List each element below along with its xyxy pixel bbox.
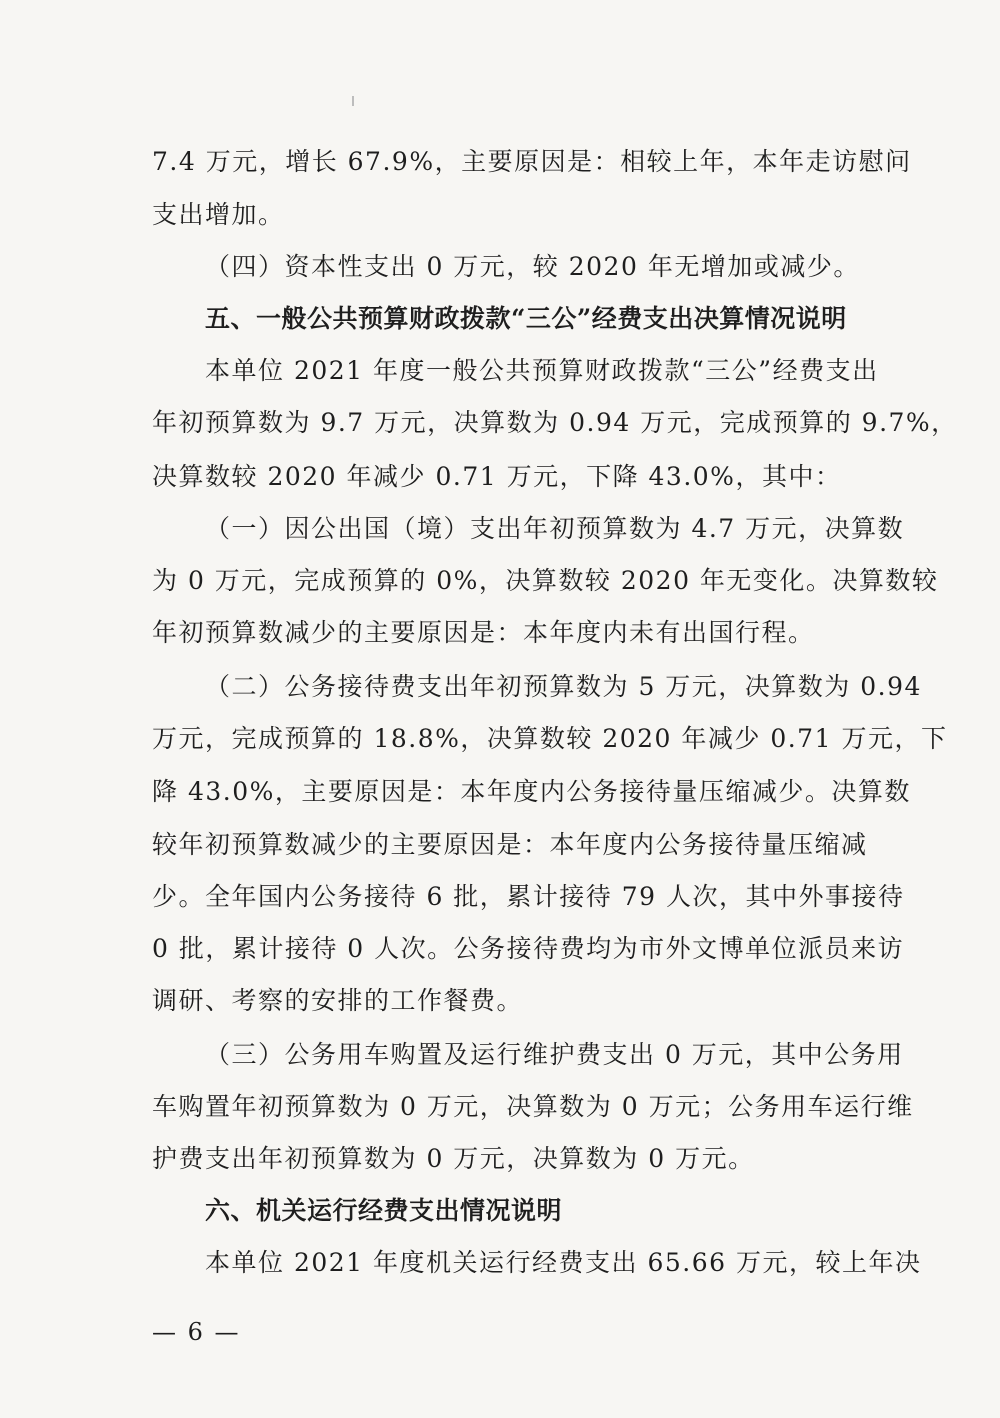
body-line-2: 支出增加。	[152, 200, 285, 229]
subsection-3-line-3: 护费支出年初预算数为 0 万元，决算数为 0 万元。	[152, 1144, 755, 1173]
subsection-2-line-1: （二）公务接待费支出年初预算数为 5 万元，决算数为 0.94	[205, 672, 922, 701]
subsection-2-line-5: 少。全年国内公务接待 6 批，累计接待 79 人次，其中外事接待	[152, 882, 905, 911]
heading-section-5: 五、一般公共预算财政拨款“三公”经费支出决算情况说明	[205, 304, 847, 333]
section-4-capital-expenditure: （四）资本性支出 0 万元，较 2020 年无增加或减少。	[205, 252, 860, 281]
scan-speck	[352, 96, 354, 106]
page-number: — 6 —	[152, 1318, 241, 1346]
subsection-2-line-7: 调研、考察的安排的工作餐费。	[152, 986, 524, 1015]
subsection-2-line-6: 0 批，累计接待 0 人次。公务接待费均为市外文博单位派员来访	[152, 934, 905, 963]
subsection-2-line-2: 万元，完成预算的 18.8%，决算数较 2020 年减少 0.71 万元，下	[152, 724, 948, 753]
subsection-2-line-3: 降 43.0%，主要原因是：本年度内公务接待量压缩减少。决算数	[152, 777, 911, 806]
subsection-1-line-2: 为 0 万元，完成预算的 0%，决算数较 2020 年无变化。决算数较	[152, 566, 939, 595]
subsection-1-line-3: 年初预算数减少的主要原因是：本年度内未有出国行程。	[152, 618, 815, 647]
body-line-6: 年初预算数为 9.7 万元，决算数为 0.94 万元，完成预算的 9.7%，	[152, 408, 958, 437]
body-line-7: 决算数较 2020 年减少 0.71 万元，下降 43.0%，其中：	[152, 462, 842, 491]
body-line-5: 本单位 2021 年度一般公共预算财政拨款“三公”经费支出	[205, 356, 879, 385]
subsection-1-line-1: （一）因公出国（境）支出年初预算数为 4.7 万元，决算数	[205, 514, 905, 543]
body-line-1: 7.4 万元，增长 67.9%，主要原因是：相较上年，本年走访慰问	[152, 147, 912, 176]
subsection-3-line-2: 车购置年初预算数为 0 万元，决算数为 0 万元；公务用车运行维	[152, 1092, 914, 1121]
body-line-last: 本单位 2021 年度机关运行经费支出 65.66 万元，较上年决	[205, 1248, 922, 1277]
subsection-2-line-4: 较年初预算数减少的主要原因是：本年度内公务接待量压缩减	[152, 830, 868, 859]
subsection-3-line-1: （三）公务用车购置及运行维护费支出 0 万元，其中公务用	[205, 1040, 904, 1069]
heading-section-6: 六、机关运行经费支出情况说明	[205, 1196, 563, 1225]
